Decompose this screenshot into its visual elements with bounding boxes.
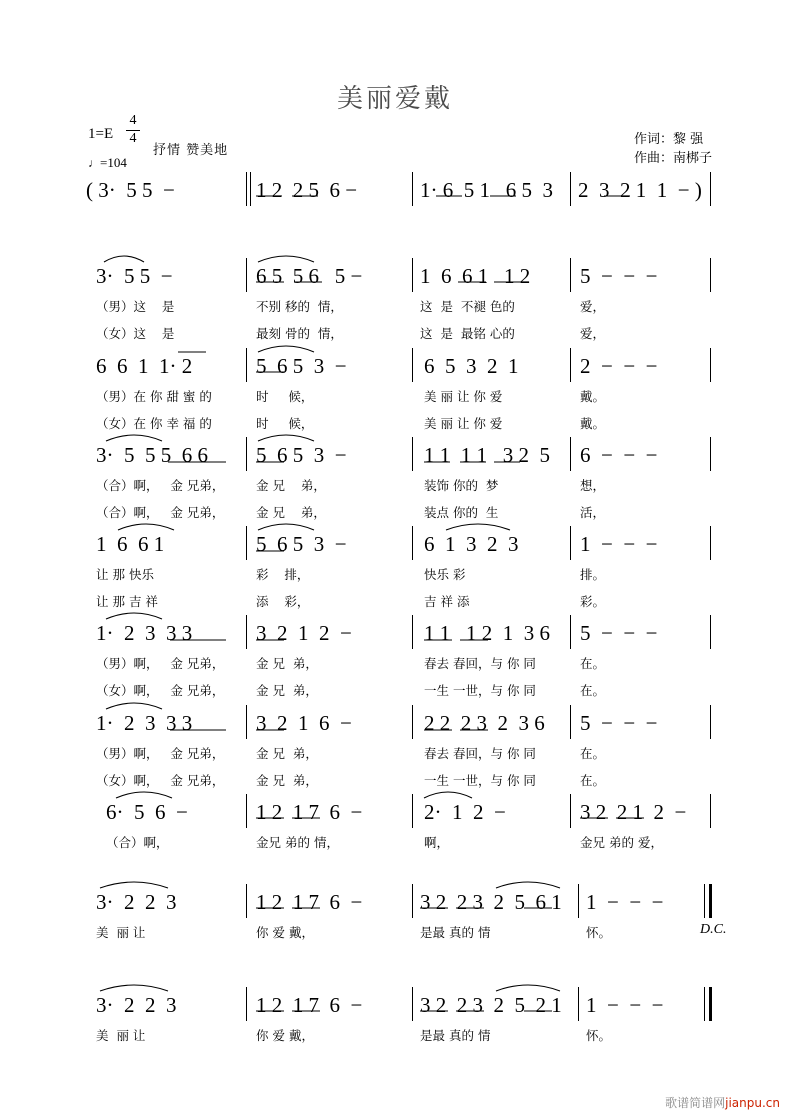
measure-notes: 1 2 1 7 6 − xyxy=(256,993,363,1017)
barline xyxy=(412,172,413,206)
lyric-male: 不别 移的 情， xyxy=(256,299,343,314)
lyric-male: （男）啊， 金 兄弟， xyxy=(96,656,225,671)
barline xyxy=(570,705,571,739)
measure-notes: 6 − − − xyxy=(580,443,658,467)
barline xyxy=(570,258,571,292)
lyric-line: 怀。 xyxy=(586,925,612,940)
barline xyxy=(570,348,571,382)
barline xyxy=(710,348,711,382)
measure-notes: 3· 2 2 3 xyxy=(96,993,177,1017)
lyric-male: 春去 春回，与 你 同 xyxy=(424,746,536,761)
barline-final xyxy=(709,987,712,1021)
measure-notes: 1 1 1 1 3 2 5 xyxy=(424,443,550,467)
measure-notes: 3 2 2 3 2 5 6 1 xyxy=(420,890,562,914)
barline xyxy=(412,348,413,382)
lyric-male: 想， xyxy=(580,478,606,493)
lyric-male: 金 兄 弟， xyxy=(256,746,318,761)
barline xyxy=(704,884,705,918)
lyric-female: （女）啊， 金 兄弟， xyxy=(96,683,225,698)
composer-credit: 作曲：南梆子 xyxy=(633,151,712,166)
barline xyxy=(246,987,247,1021)
lyric-female: 金 兄 弟， xyxy=(256,505,326,520)
tempo-marking xyxy=(88,155,127,171)
barline xyxy=(246,172,247,206)
dc-mark: D.C. xyxy=(700,922,727,937)
time-signature-denominator: 4 xyxy=(129,130,137,146)
measure-notes: 1 6 6 1 1 2 xyxy=(420,264,531,288)
barline xyxy=(412,526,413,560)
measure-notes: 3 2 2 3 2 5 2 1 xyxy=(420,993,562,1017)
measure-notes: 1 2 2 5 6 − xyxy=(256,178,358,202)
measure-notes: 1 1 1 2 1 3 6 xyxy=(424,621,550,645)
measure-notes: 2 3 2 1 1 − ) xyxy=(578,178,702,202)
lyric-line: 是最 真的 情 xyxy=(420,925,491,940)
lyric-female: 最刻 骨的 情， xyxy=(256,326,343,341)
barline xyxy=(246,615,247,649)
measure-notes: 1 2 1 7 6 − xyxy=(256,800,363,824)
measure-notes: 1 − − − xyxy=(586,890,664,914)
barline xyxy=(570,526,571,560)
measure-notes: 3 2 1 2 − xyxy=(256,621,352,645)
measure-notes: 1 6 6 1 xyxy=(96,532,165,556)
measure-notes: 3· 5 5 5 6 6 xyxy=(96,443,208,467)
lyric-line: 金兄 弟的 爱， xyxy=(580,835,663,850)
measure-notes: 3 2 2 1 2 − xyxy=(580,800,687,824)
barline xyxy=(412,437,413,471)
barline xyxy=(246,884,247,918)
barline xyxy=(412,884,413,918)
lyric-male: （男）啊， 金 兄弟， xyxy=(96,746,225,761)
barline xyxy=(250,172,251,206)
barline xyxy=(246,794,247,828)
barline xyxy=(570,437,571,471)
lyric-line: 是最 真的 情 xyxy=(420,1028,491,1043)
lyric-female: 一生 一世，与 你 同 xyxy=(424,683,536,698)
lyric-female: 这 是 最铭 心的 xyxy=(420,326,515,341)
lyric-male: 在。 xyxy=(580,656,606,671)
lyric-male: 金 兄 弟， xyxy=(256,478,326,493)
lyric-male: 让 那 快乐 xyxy=(96,567,154,582)
barline xyxy=(246,526,247,560)
time-signature xyxy=(126,114,140,146)
lyricist-credit: 作词：黎 强 xyxy=(633,132,704,147)
measure-notes: 5 − − − xyxy=(580,711,658,735)
measure-notes: 6 1 3 2 3 xyxy=(424,532,519,556)
quarter-note-icon: ♩ xyxy=(88,156,100,170)
lyric-female: 活， xyxy=(580,505,606,520)
tempo-value: =104 xyxy=(100,155,127,170)
barline-final xyxy=(709,884,712,918)
lyric-female: 彩。 xyxy=(580,594,606,609)
barline xyxy=(578,884,579,918)
lyric-male: 时 候， xyxy=(256,389,314,404)
measure-notes: 5 − − − xyxy=(580,264,658,288)
measure-notes: 1 2 1 7 6 − xyxy=(256,890,363,914)
barline xyxy=(412,987,413,1021)
watermark-text: 歌谱简谱网 xyxy=(665,1096,726,1110)
barline xyxy=(710,258,711,292)
lyric-female: 让 那 吉 祥 xyxy=(96,594,158,609)
time-signature-numerator: 4 xyxy=(129,113,137,128)
lyric-female: 装点 你的 生 xyxy=(424,505,499,520)
lyric-line: （合）啊， xyxy=(106,835,169,850)
barline xyxy=(710,705,711,739)
lyric-male: 金 兄 弟， xyxy=(256,656,318,671)
measure-notes: 3· 5 5 − xyxy=(96,264,173,288)
measure-notes: 5 − − − xyxy=(580,621,658,645)
lyric-female: 爱， xyxy=(580,326,606,341)
barline xyxy=(412,258,413,292)
barline xyxy=(710,615,711,649)
measure-notes: 2 2 2 3 2 3 6 xyxy=(424,711,545,735)
lyric-line: 你 爱 戴， xyxy=(256,925,314,940)
barline xyxy=(412,794,413,828)
lyric-female: （女）在 你 幸 福 的 xyxy=(96,416,212,431)
lyric-line: 美 丽 让 xyxy=(96,1028,146,1043)
lyric-female: （女）这 是 xyxy=(96,326,175,341)
barline xyxy=(246,705,247,739)
lyric-line: 啊， xyxy=(424,835,450,850)
lyric-male: 在。 xyxy=(580,746,606,761)
lyric-female: 金 兄 弟， xyxy=(256,683,318,698)
barline xyxy=(570,172,571,206)
measure-notes: 6· 5 6 − xyxy=(106,800,188,824)
barline xyxy=(704,987,705,1021)
measure-notes: 5 6 5 3 − xyxy=(256,532,347,556)
lyric-line: 怀。 xyxy=(586,1028,612,1043)
measure-notes: 6 5 5 6 5 − xyxy=(256,264,363,288)
measure-notes: 6 6 1 1· 2 xyxy=(96,354,193,378)
lyric-male: 美 丽 让 你 爱 xyxy=(424,389,503,404)
lyric-female: 戴。 xyxy=(580,416,606,431)
lyric-male: （男）这 是 xyxy=(96,299,175,314)
lyric-female: （合）啊， 金 兄弟， xyxy=(96,505,225,520)
measure-notes: 3· 2 2 3 xyxy=(96,890,177,914)
measure-notes: ( 3· 5 5 − xyxy=(86,178,175,202)
lyric-female: 一生 一世，与 你 同 xyxy=(424,773,536,788)
page-title: 美丽爱戴 xyxy=(336,84,453,114)
lyric-female: 在。 xyxy=(580,683,606,698)
barline xyxy=(710,794,711,828)
measure-notes: 1 − − − xyxy=(586,993,664,1017)
lyric-male: 彩 排， xyxy=(256,567,310,582)
measure-notes: 1· 2 3 3 3 xyxy=(96,621,193,645)
mood-marking: 抒情 赞美地 xyxy=(153,143,229,158)
lyric-female: 在。 xyxy=(580,773,606,788)
watermark xyxy=(665,1094,780,1111)
credits xyxy=(634,130,712,168)
barline xyxy=(710,172,711,206)
watermark-url: jianpu.cn xyxy=(725,1096,780,1110)
barline xyxy=(412,705,413,739)
lyric-line: 你 爱 戴， xyxy=(256,1028,314,1043)
barline xyxy=(710,526,711,560)
lyric-male: 排。 xyxy=(580,567,606,582)
lyric-line: 金兄 弟的 情， xyxy=(256,835,339,850)
measure-notes: 2 − − − xyxy=(580,354,658,378)
lyric-male: 爱， xyxy=(580,299,606,314)
barline xyxy=(710,437,711,471)
barline xyxy=(246,258,247,292)
lyric-line: 美 丽 让 xyxy=(96,925,146,940)
measure-notes: 5 6 5 3 − xyxy=(256,443,347,467)
lyric-male: 快乐 彩 xyxy=(424,567,466,582)
lyric-male: 装饰 你的 梦 xyxy=(424,478,499,493)
lyric-male: 戴。 xyxy=(580,389,606,404)
barline xyxy=(246,348,247,382)
barline xyxy=(246,437,247,471)
measure-notes: 3 2 1 6 − xyxy=(256,711,352,735)
lyric-female: 吉 祥 添 xyxy=(424,594,470,609)
measure-notes: 6 5 3 2 1 xyxy=(424,354,519,378)
barline xyxy=(570,615,571,649)
lyric-male: （男）在 你 甜 蜜 的 xyxy=(96,389,212,404)
measure-notes: 1· 6 5 1 6 5 3 xyxy=(420,178,553,202)
barline xyxy=(412,615,413,649)
measure-notes: 5 6 5 3 − xyxy=(256,354,347,378)
measure-notes: 2· 1 2 − xyxy=(424,800,506,824)
lyric-male: （合）啊， 金 兄弟， xyxy=(96,478,225,493)
lyric-female: 金 兄 弟， xyxy=(256,773,318,788)
lyric-female: （女）啊， 金 兄弟， xyxy=(96,773,225,788)
measure-notes: 1· 2 3 3 3 xyxy=(96,711,193,735)
lyric-male: 这 是 不褪 色的 xyxy=(420,299,515,314)
measure-notes: 1 − − − xyxy=(580,532,658,556)
barline xyxy=(570,794,571,828)
lyric-female: 美 丽 让 你 爱 xyxy=(424,416,503,431)
lyric-male: 春去 春回，与 你 同 xyxy=(424,656,536,671)
lyric-female: 添 彩， xyxy=(256,594,310,609)
lyric-female: 时 候， xyxy=(256,416,314,431)
key-signature: 1=E xyxy=(88,126,114,142)
barline xyxy=(578,987,579,1021)
